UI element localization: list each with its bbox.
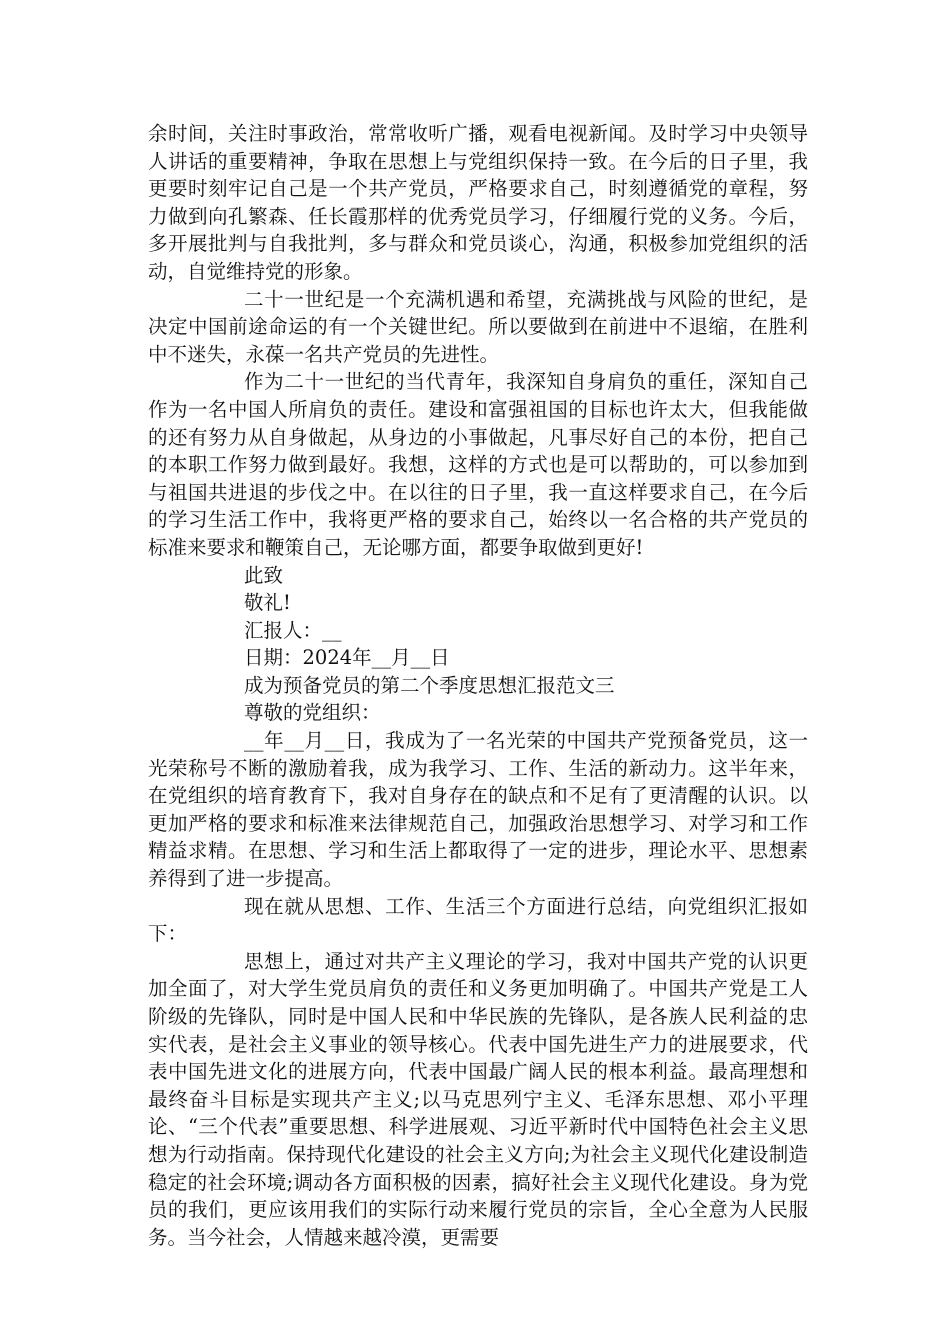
greeting-line: 尊敬的党组织： [244,701,381,725]
paragraph-summary-intro: 现在就从思想、工作、生活三个方面进行总结，向党组织汇报如下： [148,894,808,946]
section-title: 成为预备党员的第二个季度思想汇报范文三 [244,673,615,697]
paragraph-self-discipline: 余时间，关注时事政治，常常收听广播，观看电视新闻。及时学习中央领导人讲话的重要精神，争取在思想上与党组织保持一致。在今后的日子里，我更要时刻牢记自己是一个共产党员，严格要求自己，时刻遵循党的章程，努力做到向孔繁森、任长霞那样的优秀党员学习，仔细履行党的义务。今后，多开展批判与自我批判，多与群众和党员谈心，沟通，积极参加党组织的活动，自觉维持党的形象。 [148,122,808,283]
reporter-line: 汇报人：__ [244,618,342,642]
salute-line: 敬礼! [244,591,291,615]
document-page [148,120,808,1251]
closing-line: 此致 [244,563,284,587]
date-line: 日期：2024年__月__日 [244,646,450,670]
paragraph-ideology: 思想上，通过对共产主义理论的学习，我对中国共产党的认识更加全面了，对大学生党员肩负的责任和义务更加明确了。中国共产党是工人阶级的先锋队，同时是中国人民和中华民族的先锋队，是各族人民利益的忠实代表，是社会主义事业的领导核心。代表中国先进生产力的进展要求，代表中国先进文化的进展方向，代表中国最广阔人民的根本利益。最高理想和最终奋斗目标是实现共产主义;以马克思列宁主义、毛泽东思想、邓小平理论、“三个代表”重要思想、科学进展观、习近平新时代中国特色社会主义思想为行动指南。保持现代化建设的社会主义方向;为社会主义现代化建设制造稳定的社会环境;调动各方面积极的因素，搞好社会主义现代化建设。身为党员的我们，更应该用我们的实际行动来履行党员的宗旨，全心全意为人民服务。当今社会，人情越来越冷漠，更需要 [148,949,808,1249]
paragraph-twenty-first-century: 二十一世纪是一个充满机遇和希望，充满挑战与风险的世纪，是决定中国前途命运的有一个关键世纪。所以要做到在前进中不退缩，在胜利中不迷失，永葆一名共产党员的先进性。 [148,287,808,366]
paragraph-probationary-member: __年__月__日，我成为了一名光荣的中国共产党预备党员，这一光荣称号不断的激励着我，成为我学习、工作、生活的新动力。这半年来，在党组织的培育教育下，我对自身存在的缺点和不足有了更清醒的认识。以更加严格的要求和标准来法律规范自己，加强政治思想学习、对学习和工作精益求精。在思想、学习和生活上都取得了一定的进步，理论水平、思想素养得到了进一步提高。 [148,729,808,891]
paragraph-contemporary-youth: 作为二十一世纪的当代青年，我深知自身肩负的重任，深知自己作为一名中国人所肩负的责任。建设和富强祖国的目标也许太大，但我能做的还有努力从自身做起，从身边的小事做起，凡事尽好自己的本份，把自己的本职工作努力做到最好。我想，这样的方式也是可以帮助的，可以参加到与祖国共进退的步伐之中。在以往的日子里，我一直这样要求自己，在今后的学习生活工作中，我将更严格的要求自己，始终以一名合格的共产党员的标准来要求和鞭策自己，无论哪方面，都要争取做到更好! [148,370,808,559]
